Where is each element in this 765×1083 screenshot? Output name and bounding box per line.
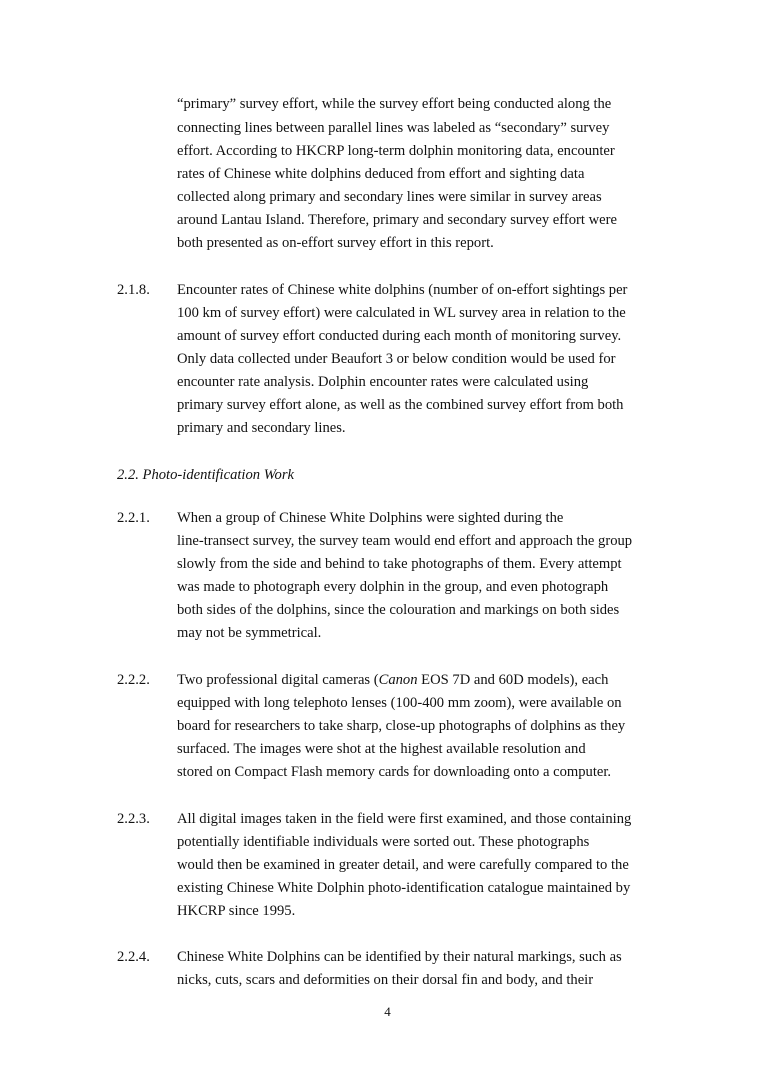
text-line: board for researchers to take sharp, close-up photographs of dolphins as they [177, 718, 626, 734]
text-line: was made to photograph every dolphin in the group, and even photograph [177, 579, 609, 595]
text-run: Two professional digital cameras ( [177, 672, 379, 688]
text-line: amount of survey effort conducted during each month of monitoring survey. [177, 328, 622, 344]
text-line: surfaced. The images were shot at the highest available resolution and [177, 741, 586, 757]
page-number: 4 [384, 1004, 391, 1019]
text-line [177, 668, 608, 692]
text-run: EOS 7D and 60D models), each [417, 672, 609, 688]
text-line: would then be examined in greater detail, and were carefully compared to the [177, 857, 629, 873]
text-line: “primary” survey effort, while the survey effort being conducted along the [177, 96, 612, 112]
text-line: primary and secondary lines. [177, 420, 346, 436]
paragraph-number: 2.2.1. [117, 510, 150, 526]
text-line: slowly from the side and behind to take photographs of them. Every attempt [177, 556, 622, 572]
text-line: encounter rate analysis. Dolphin encounter rates were calculated using [177, 374, 589, 390]
section-heading: 2.2. Photo-identification Work [117, 467, 294, 483]
text-line: All digital images taken in the field were first examined, and those containing [177, 811, 632, 827]
text-line: rates of Chinese white dolphins deduced from effort and sighting data [177, 166, 585, 182]
text-line: equipped with long telephoto lenses (100-400 mm zoom), were available on [177, 695, 622, 711]
text-line: stored on Compact Flash memory cards for downloading onto a computer. [177, 764, 612, 780]
text-line: collected along primary and secondary lines were similar in survey areas [177, 189, 602, 205]
paragraph-number: 2.2.2. [117, 672, 150, 688]
text-line: both presented as on-effort survey effort in this report. [177, 235, 494, 251]
italic-text: Canon [378, 672, 418, 688]
text-line: HKCRP since 1995. [177, 903, 296, 919]
text-line: nicks, cuts, scars and deformities on their dorsal fin and body, and their [177, 972, 594, 988]
text-line: existing Chinese White Dolphin photo-identification catalogue maintained by [177, 880, 631, 896]
text-line: may not be symmetrical. [177, 625, 322, 641]
text-line: connecting lines between parallel lines was labeled as “secondary” survey [177, 120, 610, 136]
paragraph-number: 2.2.3. [117, 811, 150, 827]
text-line: both sides of the dolphins, since the colouration and markings on both sides [177, 602, 620, 618]
text-line: around Lantau Island. Therefore, primary and secondary survey effort were [177, 212, 617, 228]
paragraph-number: 2.2.4. [117, 949, 150, 965]
text-line: 100 km of survey effort) were calculated in WL survey area in relation to the [177, 305, 626, 321]
text-line: Only data collected under Beaufort 3 or below condition would be used for [177, 351, 616, 367]
paragraph-number: 2.1.8. [117, 282, 150, 298]
text-line: potentially identifiable individuals were sorted out. These photographs [177, 834, 590, 850]
text-line: line-transect survey, the survey team would end effort and approach the group [177, 533, 633, 549]
text-line: Chinese White Dolphins can be identified by their natural markings, such as [177, 949, 622, 965]
text-line: effort. According to HKCRP long-term dolphin monitoring data, encounter [177, 143, 615, 159]
text-line: When a group of Chinese White Dolphins were sighted during the [177, 510, 564, 526]
text-line: Encounter rates of Chinese white dolphins (number of on-effort sightings per [177, 282, 628, 298]
text-line: primary survey effort alone, as well as the combined survey effort from both [177, 397, 624, 413]
